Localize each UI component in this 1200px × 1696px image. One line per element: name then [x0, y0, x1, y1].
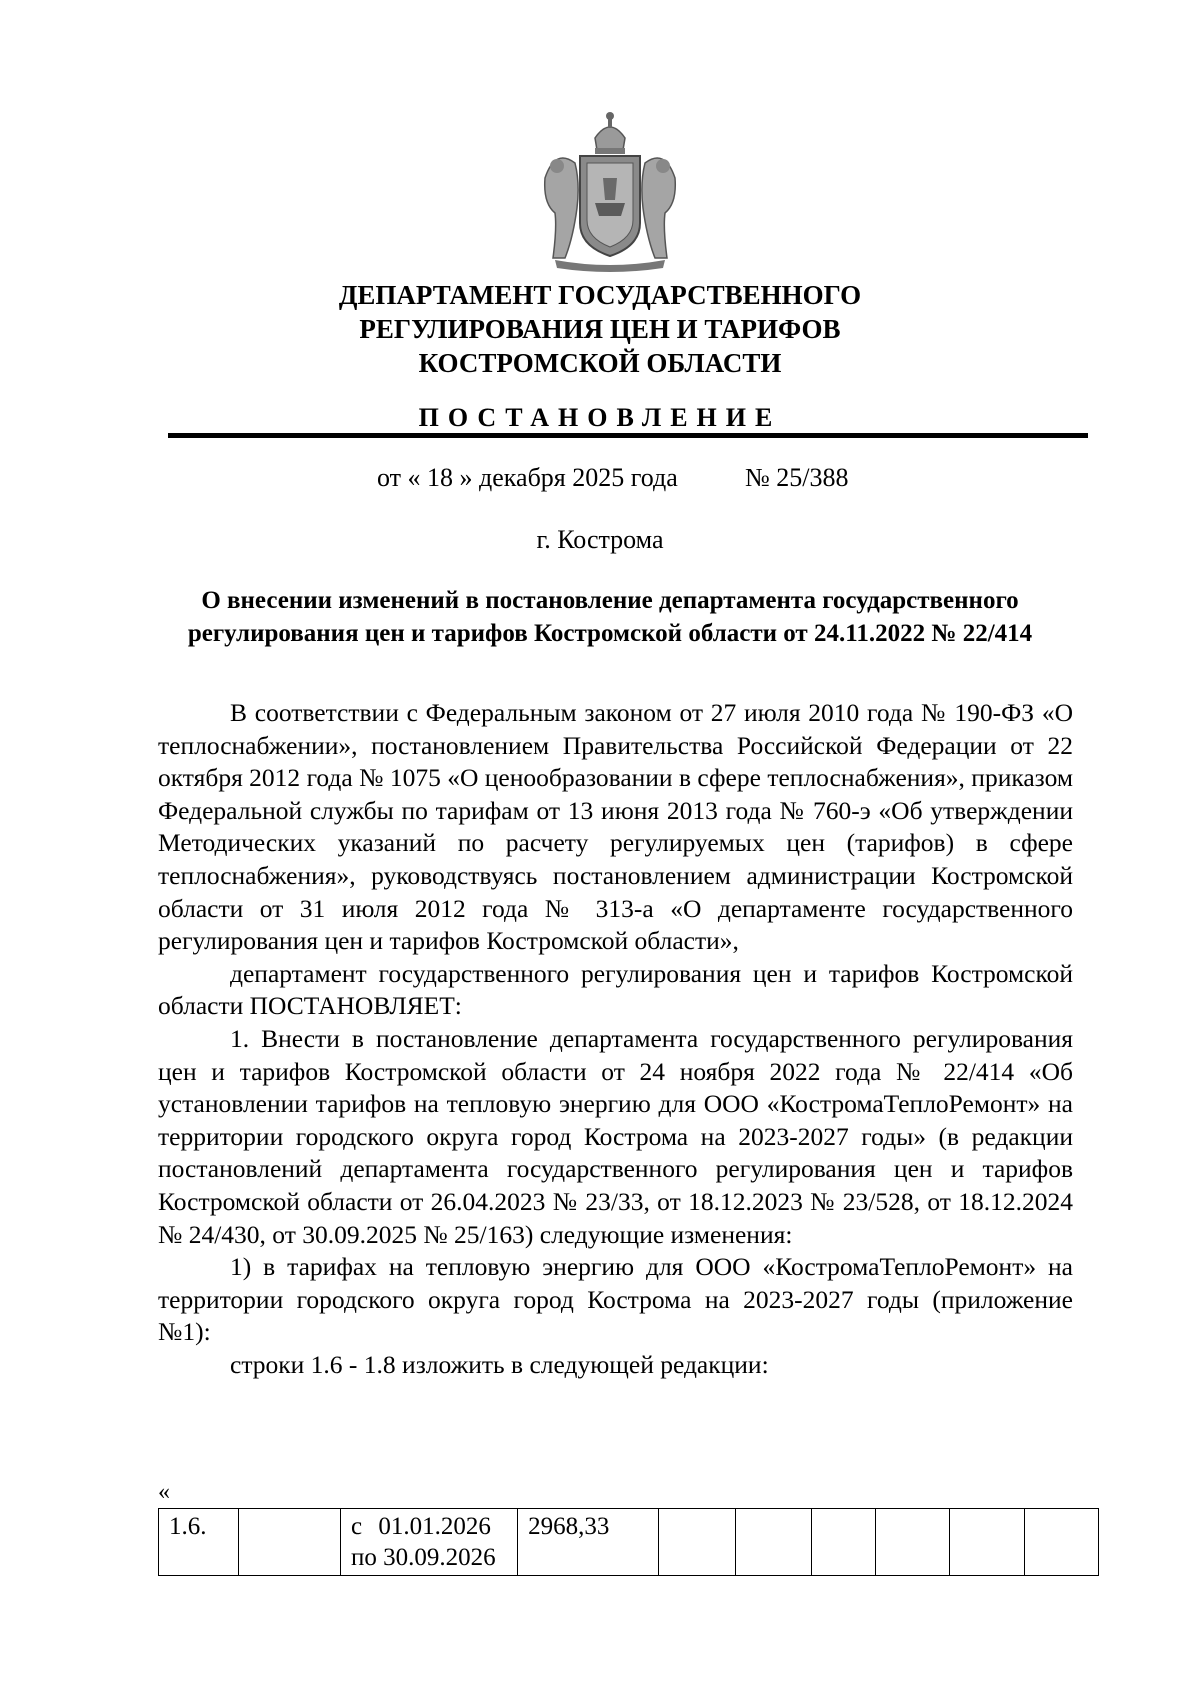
department-line-1: ДЕПАРТАМЕНТ ГОСУДАРСТВЕННОГО: [338, 280, 862, 310]
header-divider: [168, 433, 1088, 438]
cell-tariff: 2968,33: [518, 1509, 659, 1576]
cell-col10: [950, 1509, 1024, 1576]
department-name: [0, 278, 1200, 380]
cell-period: [341, 1509, 518, 1576]
paragraph-preamble: В соответствии с Федеральным законом от 27 июля 2010 года № 190-ФЗ «О теплоснабжении», постановлением Правительства Российской Федерации от 22 октября 2012 года № 1075 «О ценообразовании в сфере теплоснабжения», приказом Федеральной службы по тарифам от 13 июня 2013 года № 760-э «Об утверждении Методических указаний по расчету регулируемых цен (тарифов) в сфере теплоснабжения», руководствуясь постановлением администрации Костромской области от 31 июля 2012 года № 313-а «О департаменте государственного регулирования цен и тарифов Костромской области»,: [158, 698, 1073, 956]
tariff-table: [158, 1508, 1099, 1576]
department-line-2: РЕГУЛИРОВАНИЯ ЦЕН И ТАРИФОВ: [359, 314, 841, 344]
paragraph-subitem-1: 1) в тарифах на тепловую энергию для ООО «КостромаТеплоРемонт» на территории городского округа город Кострома на 2023-2027 годы (приложение №1):: [158, 1252, 1073, 1347]
document-body: [158, 697, 1073, 1381]
opening-quote-mark: «: [158, 1479, 170, 1505]
cell-col2: [239, 1509, 341, 1576]
paragraph-resolves: департамент государственного регулирования цен и тарифов Костромской области ПОСТАНОВЛЯЕТ:: [158, 958, 1073, 1021]
department-line-3: КОСТРОМСКОЙ ОБЛАСТИ: [418, 348, 782, 378]
document-number: № 25/388: [745, 463, 849, 492]
document-type: ПОСТАНОВЛЕНИЕ: [418, 403, 782, 432]
kostroma-coat-of-arms-icon: [535, 108, 685, 273]
paragraph-rows-intro: строки 1.6 - 1.8 изложить в следующей редакции:: [230, 1349, 769, 1379]
cell-col8: [812, 1509, 876, 1576]
period-to: по 30.09.2026: [351, 1544, 496, 1571]
paragraph-item-1: 1. Внести в постановление департамента государственного регулирования цен и тарифов Костромской области от 24 ноября 2022 года № 22/414 «Об установлении тарифов на тепловую энергию для ООО «КостромаТеплоРемонт» на территории городского округа город Кострома на 2023-2027 годы» (в редакции постановлений департамента государственного регулирования цен и тарифов Костромской области от 26.04.2023 № 23/33, от 18.12.2023 № 23/528, от 18.12.2024 № 24/430, от 30.09.2025 № 25/163) следующие изменения:: [158, 1023, 1073, 1249]
period-from: с 01.01.2026: [351, 1513, 491, 1540]
cell-col9: [876, 1509, 950, 1576]
document-subject: О внесении изменений в постановление департамента государственного регулирования цен и тарифов Костромской области от 24.11.2022 № 22/414: [187, 587, 1033, 647]
document-city: г. Кострома: [536, 525, 664, 554]
cell-col6: [658, 1509, 735, 1576]
cell-col7: [735, 1509, 812, 1576]
cell-col11: [1024, 1509, 1098, 1576]
cell-row-number: 1.6.: [159, 1509, 239, 1576]
document-date: от « 18 » декабря 2025 года: [377, 463, 678, 492]
table-row: [159, 1509, 1099, 1576]
